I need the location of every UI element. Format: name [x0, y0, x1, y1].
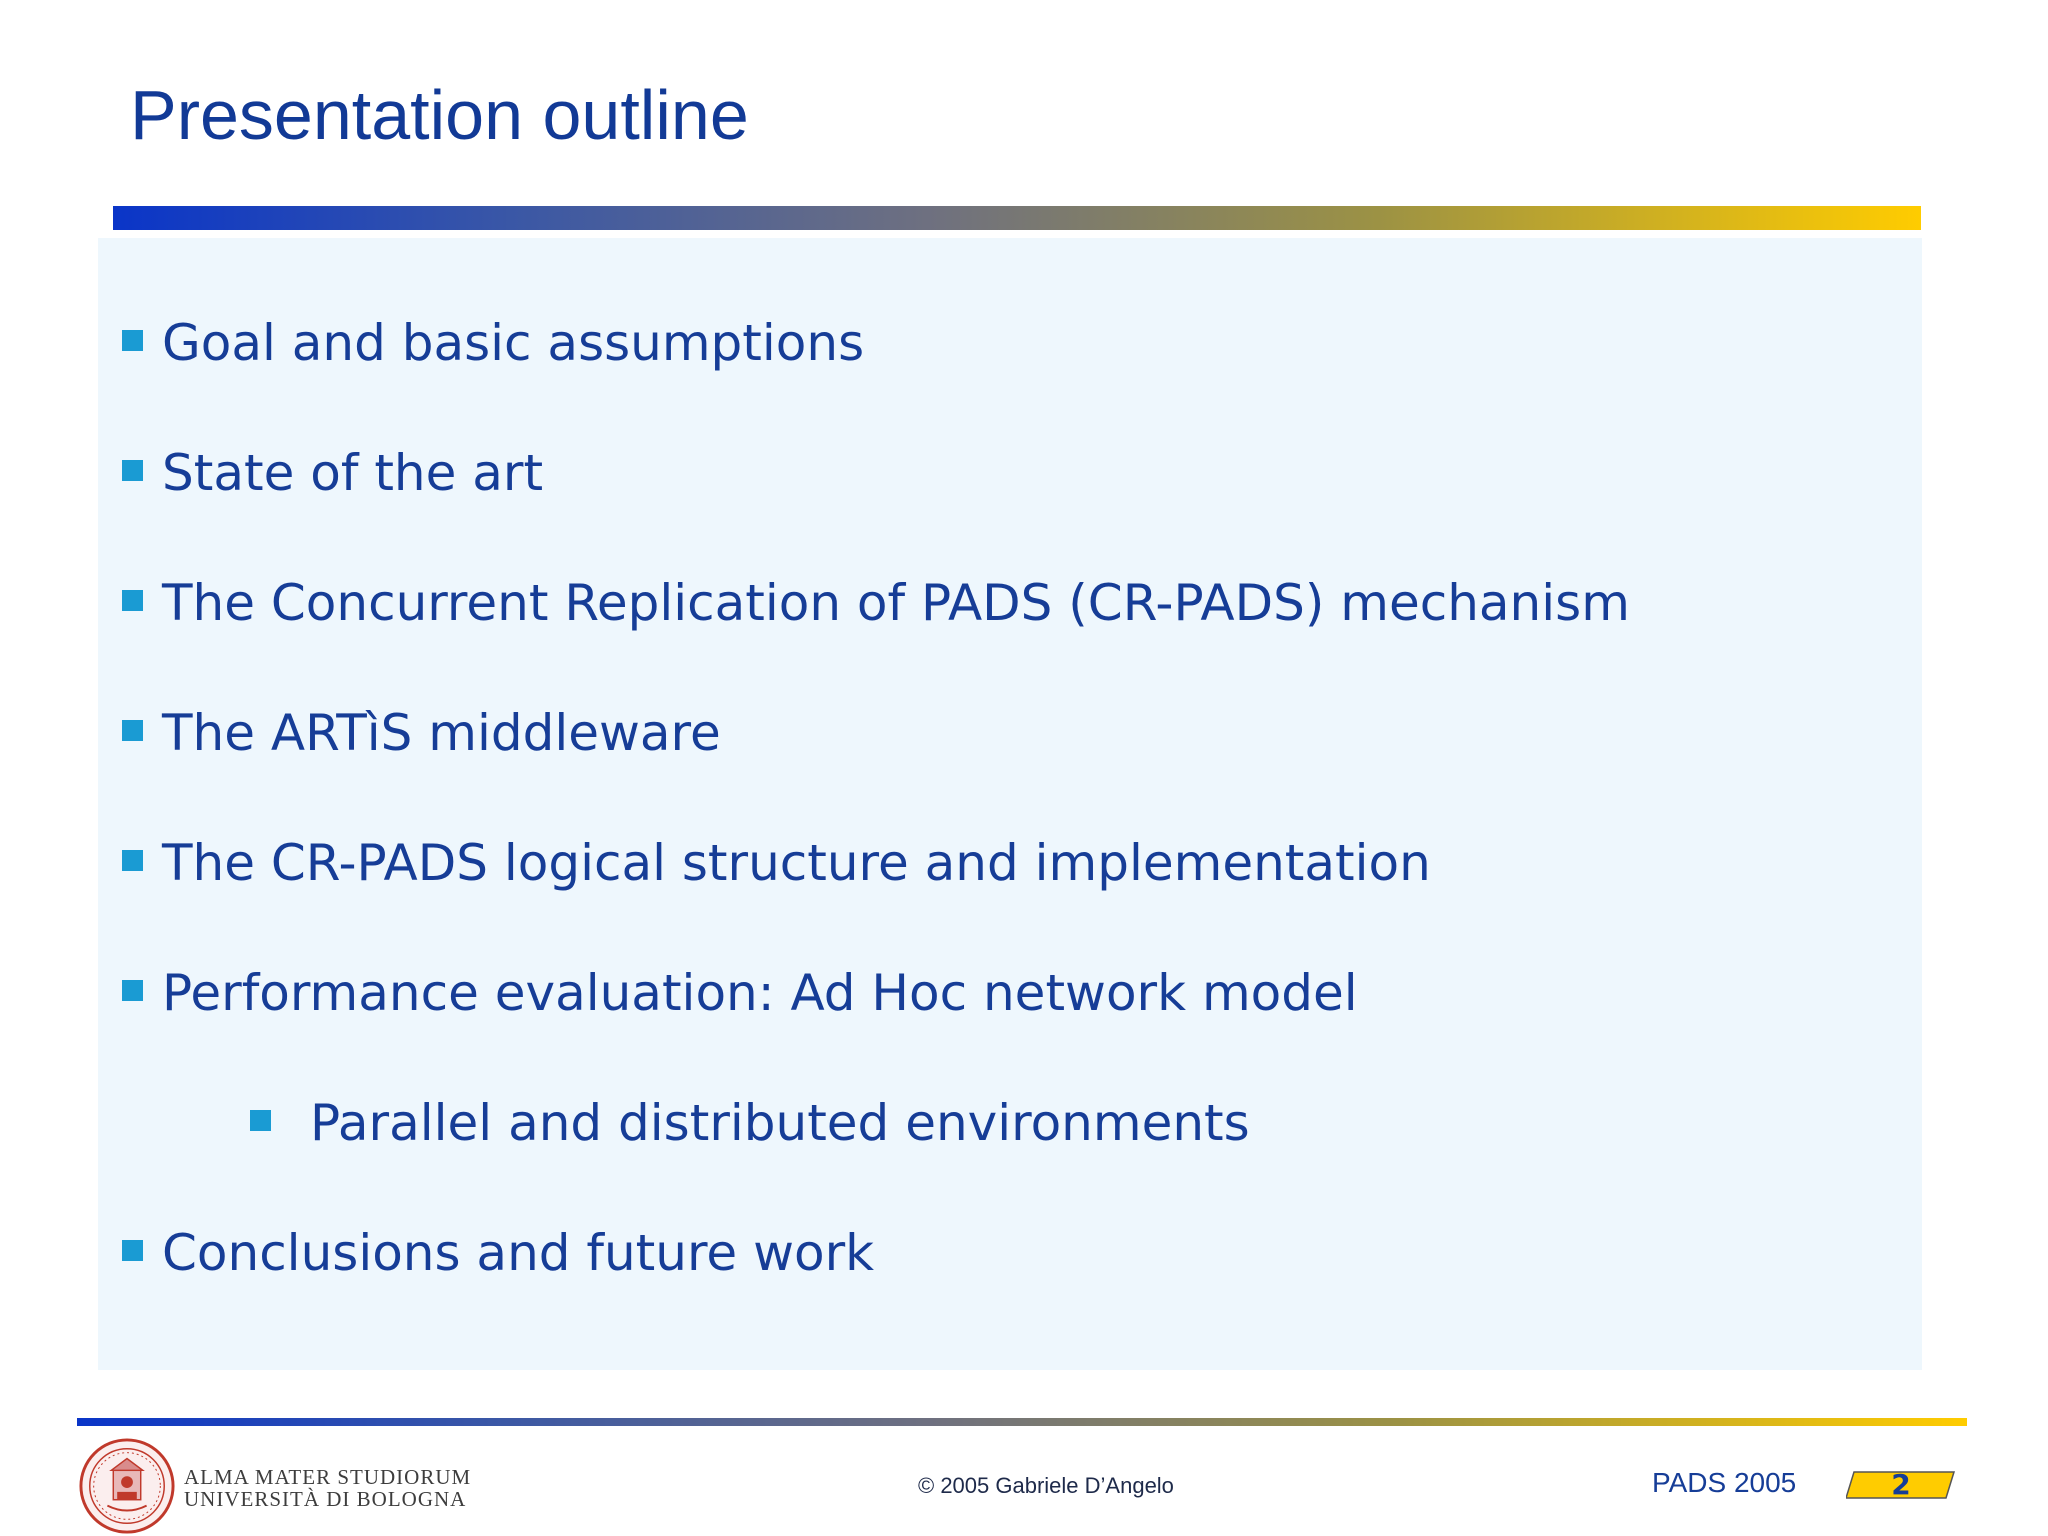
sub-bullet-text: Parallel and distributed environments [310, 1094, 1250, 1152]
university-name [184, 1466, 471, 1510]
footer-gradient-rule [77, 1418, 1967, 1426]
square-bullet-icon [250, 1110, 271, 1131]
square-bullet-icon [122, 330, 143, 351]
university-name-line1: ALMA MATER STUDIORUM [184, 1465, 472, 1489]
bullet-text: Performance evaluation: Ad Hoc network model [162, 964, 1358, 1022]
bullet-text: The ARTìS middleware [162, 704, 721, 762]
conference-label: PADS 2005 [1652, 1467, 1797, 1498]
page-number: 2 [1891, 1468, 1911, 1501]
square-bullet-icon [122, 850, 143, 871]
university-seal-icon [78, 1437, 176, 1535]
copyright-notice: © 2005 Gabriele D’Angelo [918, 1473, 1174, 1498]
square-bullet-icon [122, 1240, 143, 1261]
square-bullet-icon [122, 460, 143, 481]
square-bullet-icon [122, 980, 143, 1001]
university-name-line2: UNIVERSITÀ DI BOLOGNA [184, 1487, 467, 1511]
title-gradient-rule [113, 206, 1921, 230]
square-bullet-icon [122, 590, 143, 611]
bullet-text: The Concurrent Replication of PADS (CR-PADS) mechanism [162, 574, 1630, 632]
bullet-text: Conclusions and future work [162, 1224, 875, 1282]
square-bullet-icon [122, 720, 143, 741]
slide-title: Presentation outline [130, 76, 749, 154]
content-panel [98, 238, 1922, 1370]
bullet-text: The CR-PADS logical structure and implementation [162, 834, 1431, 892]
bullet-text: Goal and basic assumptions [162, 314, 865, 372]
bullet-text: State of the art [162, 444, 544, 502]
